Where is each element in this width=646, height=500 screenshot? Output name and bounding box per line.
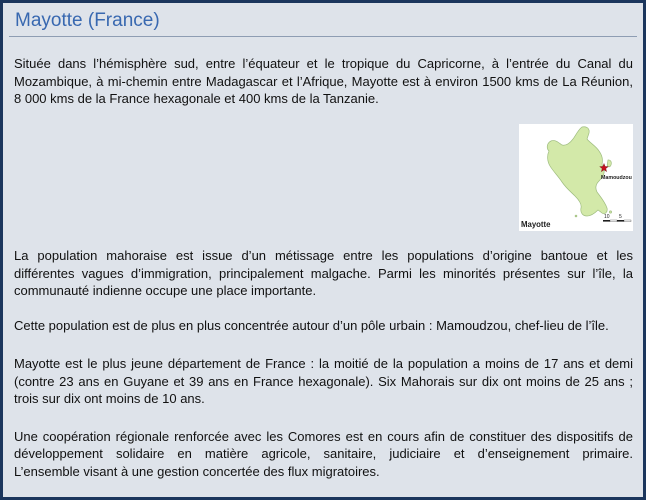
paragraph-line: Mozambique, à mi-chemin entre Madagascar et l’Afrique, Mayotte est à environ 1500 kms de La Réunion, bbox=[14, 73, 633, 89]
paragraph-line: communauté indienne occupe une place importante. bbox=[14, 283, 317, 299]
paragraph-line: 8 000 kms de la France hexagonale et 400 kms de la Tanzanie. bbox=[14, 91, 379, 107]
paragraph-line: La population mahoraise est issue d’un métissage entre les populations d’origine bantoue et les bbox=[14, 248, 633, 263]
page-title: Mayotte (France) bbox=[15, 10, 160, 31]
paragraph-urban-center bbox=[14, 317, 633, 335]
paragraph-line: Mayotte est le plus jeune département de France : la moitié de la population a moins de 17 ans et demi bbox=[14, 356, 633, 371]
paragraph-youth bbox=[14, 355, 633, 408]
paragraph-location bbox=[14, 55, 633, 108]
scale-bar-segment bbox=[603, 220, 610, 222]
paragraph-line: Une coopération régionale renforcée avec les Comores est en cours afin de constituer des dispositifs de bbox=[14, 428, 633, 444]
island-petite-terre bbox=[607, 160, 611, 167]
scale-bar-segment bbox=[610, 220, 617, 222]
title-divider bbox=[9, 36, 637, 37]
paragraph-line: (contre 23 ans en Guyane et 39 ans en France hexagonale). Six Mahorais sur dix ont moins de 25 ans ; bbox=[14, 373, 633, 389]
capital-label: Mamoudzou bbox=[601, 175, 632, 181]
scale-label: 10 bbox=[604, 214, 610, 220]
scale-label: 5 bbox=[619, 214, 622, 220]
paragraph-line: L’ensemble visant à une gestion concertée des flux migratoires. bbox=[14, 463, 380, 479]
scale-bar-segment bbox=[617, 220, 624, 222]
mayotte-map bbox=[519, 124, 633, 231]
paragraph-cooperation bbox=[14, 428, 633, 481]
islet bbox=[575, 215, 577, 217]
scale-bar bbox=[603, 220, 631, 222]
paragraph-line: développement solidaire en matière agricole, sanitaire, judiciaire et d’enseignement primaire. bbox=[14, 446, 633, 462]
map-graphic bbox=[519, 124, 633, 231]
paragraph-population bbox=[14, 247, 633, 300]
paragraph-line: Située dans l’hémisphère sud, entre l’équateur et le tropique du Capricorne, à l’entrée du Canal du bbox=[14, 56, 633, 71]
scale-bar-segment bbox=[624, 220, 631, 222]
island-label: Mayotte bbox=[521, 220, 551, 229]
paragraph-line: différentes vagues d’immigration, principalement malgache. Parmi les minorités présentes sur l’île, la bbox=[14, 265, 633, 281]
paragraph-line: trois sur dix ont moins de 10 ans. bbox=[14, 391, 205, 407]
islet bbox=[609, 211, 611, 213]
paragraph-line: Cette population est de plus en plus concentrée autour d’un pôle urbain : Mamoudzou, chef-lieu de l’île. bbox=[14, 318, 609, 333]
